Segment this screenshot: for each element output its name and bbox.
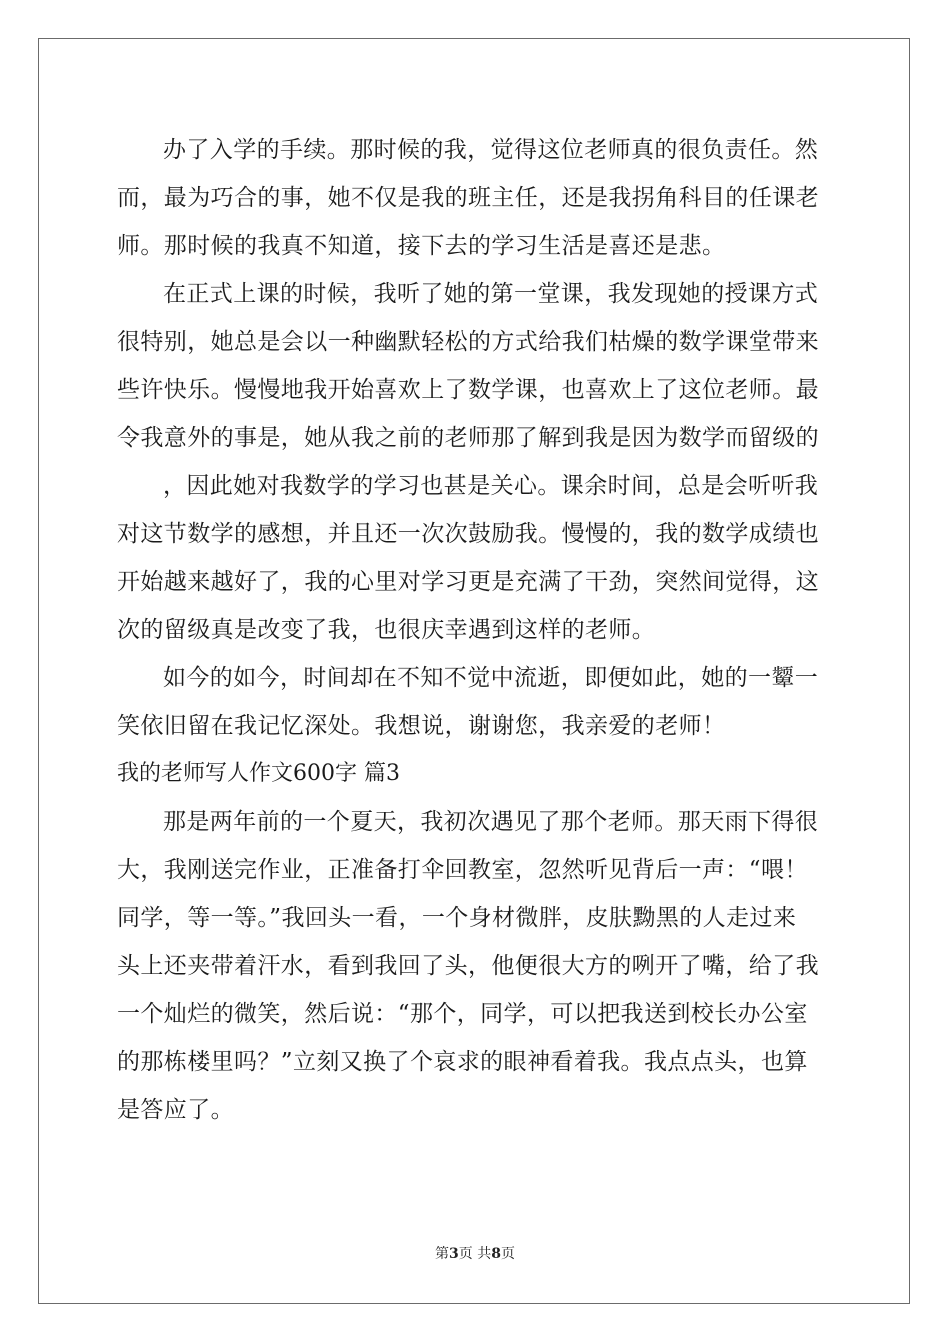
text-line: 大，我刚送完作业，正准备打伞回教室，忽然听见背后一声：“喂！ bbox=[117, 857, 808, 883]
text-line: 笑依旧留在我记忆深处。我想说，谢谢您，我亲爱的老师！ bbox=[117, 713, 726, 739]
text-line: 令我意外的事是，她从我之前的老师那了解到我是因为数学而留级的 bbox=[117, 425, 819, 451]
section-heading: 我的老师写人作文600字 篇3 bbox=[117, 761, 400, 786]
text-line: 那是两年前的一个夏天，我初次遇见了那个老师。那天雨下得很 bbox=[163, 809, 819, 835]
text-line: 而，最为巧合的事，她不仅是我的班主任，还是我拐角科目的任课老 bbox=[117, 185, 819, 211]
current-page-number: 3 bbox=[449, 1246, 459, 1262]
page-number-suffix: 页 bbox=[500, 1246, 515, 1262]
paragraph-1 bbox=[117, 126, 832, 270]
text-line: 的那栋楼里吗？”立刻又换了个哀求的眼神看着我。我点点头，也算 bbox=[117, 1049, 808, 1075]
text-line: 在正式上课的时候，我听了她的第一堂课，我发现她的授课方式 bbox=[163, 281, 819, 307]
paragraph-4 bbox=[117, 798, 832, 1134]
text-line: 头上还夹带着汗水，看到我回了头，他便很大方的咧开了嘴，给了我 bbox=[117, 953, 819, 979]
text-line: 同学，等一等。”我回头一看，一个身材微胖，皮肤黝黑的人走过来 bbox=[117, 905, 797, 931]
text-line: 师。那时候的我真不知道，接下去的学习生活是喜还是悲。 bbox=[117, 233, 726, 259]
page-footer bbox=[0, 1244, 950, 1264]
text-line: ，因此她对我数学的学习也甚是关心。课余时间，总是会听听我 bbox=[163, 473, 819, 499]
total-page-number: 8 bbox=[491, 1246, 501, 1262]
page-number-prefix: 第 bbox=[435, 1246, 450, 1262]
text-line: 很特别，她总是会以一种幽默轻松的方式给我们枯燥的数学课堂带来 bbox=[117, 329, 819, 355]
text-line: 次的留级真是改变了我，也很庆幸遇到这样的老师。 bbox=[117, 617, 656, 643]
text-line: 是答应了。 bbox=[117, 1097, 234, 1123]
text-line: 些许快乐。慢慢地我开始喜欢上了数学课，也喜欢上了这位老师。最 bbox=[117, 377, 819, 403]
text-line: 对这节数学的感想，并且还一次次鼓励我。慢慢的，我的数学成绩也 bbox=[117, 521, 819, 547]
paragraph-3 bbox=[117, 654, 832, 750]
text-line: 办了入学的手续。那时候的我，觉得这位老师真的很负责任。然 bbox=[163, 137, 819, 163]
page-number-mid: 页 共 bbox=[458, 1246, 492, 1262]
paragraph-2 bbox=[117, 270, 832, 654]
text-line: 开始越来越好了，我的心里对学习更是充满了干劲，突然间觉得，这 bbox=[117, 569, 819, 595]
text-line: 如今的如今，时间却在不知不觉中流逝，即便如此，她的一颦一 bbox=[163, 665, 819, 691]
text-line: 一个灿烂的微笑，然后说：“那个，同学，可以把我送到校长办公室 bbox=[117, 1001, 808, 1027]
document-body bbox=[117, 126, 832, 1134]
